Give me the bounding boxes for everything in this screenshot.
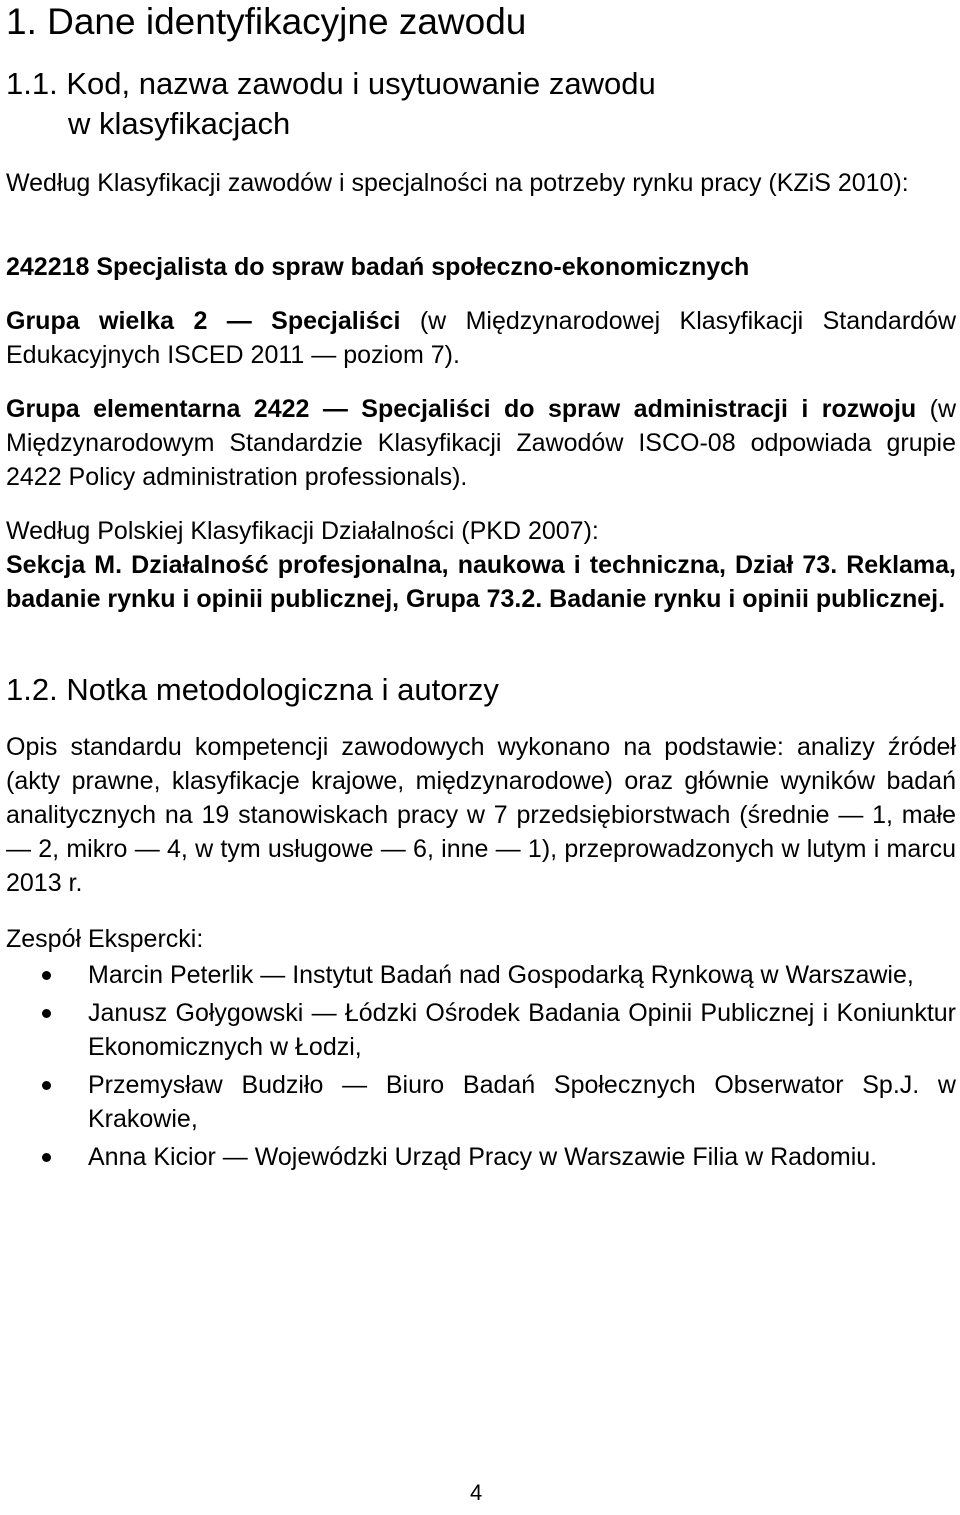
experts-list bbox=[6, 958, 956, 1174]
bullet-icon bbox=[42, 1081, 51, 1090]
pkd-classification bbox=[6, 548, 956, 616]
pkd-intro: Według Polskiej Klasyfikacji Działalności (PKD 2007): bbox=[6, 517, 599, 545]
bullet-icon bbox=[42, 971, 51, 980]
list-item bbox=[6, 1068, 956, 1136]
isco-bold: Grupa elementarna 2422 — Specjaliści do spraw administracji i rozwoju bbox=[6, 395, 917, 423]
isced-bold: Grupa wielka 2 — Specjaliści bbox=[6, 307, 401, 335]
isced-paragraph bbox=[6, 304, 956, 372]
section-heading-1-1-line1: 1.1. Kod, nazwa zawodu i usytuowanie zawodu bbox=[6, 66, 656, 101]
bullet-icon bbox=[42, 1153, 51, 1162]
expert-text: Anna Kicior — Wojewódzki Urząd Pracy w Warszawie Filia w Radomiu. bbox=[88, 1143, 878, 1171]
section-heading-1-1 bbox=[6, 64, 946, 144]
chapter-heading: 1. Dane identyfikacyjne zawodu bbox=[6, 1, 527, 42]
isco-paragraph bbox=[6, 392, 956, 494]
occupation-code-name-text: 242218 Specjalista do spraw badań społeczno-ekonomicznych bbox=[6, 253, 750, 281]
isced-rest: (w Międzynarodowej Klasyfikacji Standardów Edukacyjnych ISCED 2011 — poziom 7). bbox=[6, 307, 957, 369]
section-heading-1-2: 1.2. Notka metodologiczna i autorzy bbox=[6, 672, 499, 707]
list-item bbox=[6, 996, 956, 1064]
isco-rest: (w Międzynarodowym Standardzie Klasyfikacji Zawodów ISCO-08 odpowiada grupie 2422 Policy administration professionals). bbox=[6, 395, 956, 491]
occupation-code-name bbox=[6, 250, 956, 284]
expert-text: Marcin Peterlik — Instytut Badań nad Gospodarką Rynkową w Warszawie, bbox=[88, 961, 914, 989]
pkd-bold: Sekcja M. Działalność profesjonalna, naukowa i techniczna, Dział 73. Reklama, badanie rynku i opinii publicznej, Grupa 73.2. Badanie rynku i opinii publicznej. bbox=[6, 551, 956, 613]
list-item bbox=[6, 958, 956, 992]
methodology-paragraph: Opis standardu kompetencji zawodowych wykonano na podstawie: analizy źródeł (akty prawne, klasyfikacje krajowe, międzynarodowe) oraz głównie wyników badań analitycznych na 19 stanowiskach pracy w 7 przedsiębiorstwach (średnie — 1, małe — 2, mikro — 4, w tym usługowe — 6, inne — 1), przeprowadzonych w lutym i marcu 2013 r. bbox=[6, 733, 956, 897]
expert-text: Janusz Gołygowski — Łódzki Ośrodek Badania Opinii Publicznej i Koniunktur Ekonomicznych w Łodzi, bbox=[88, 999, 956, 1061]
experts-label: Zespół Ekspercki: bbox=[6, 925, 204, 953]
section-heading-1-1-line2: w klasyfikacjach bbox=[68, 106, 291, 141]
expert-text: Przemysław Budziło — Biuro Badań Społecznych Obserwator Sp.J. w Krakowie, bbox=[88, 1071, 956, 1133]
kzis-intro: Według Klasyfikacji zawodów i specjalności na potrzeby rynku pracy (KZiS 2010): bbox=[6, 169, 909, 197]
bullet-icon bbox=[42, 1009, 51, 1018]
list-item bbox=[6, 1140, 956, 1174]
page-number: 4 bbox=[470, 1480, 483, 1505]
